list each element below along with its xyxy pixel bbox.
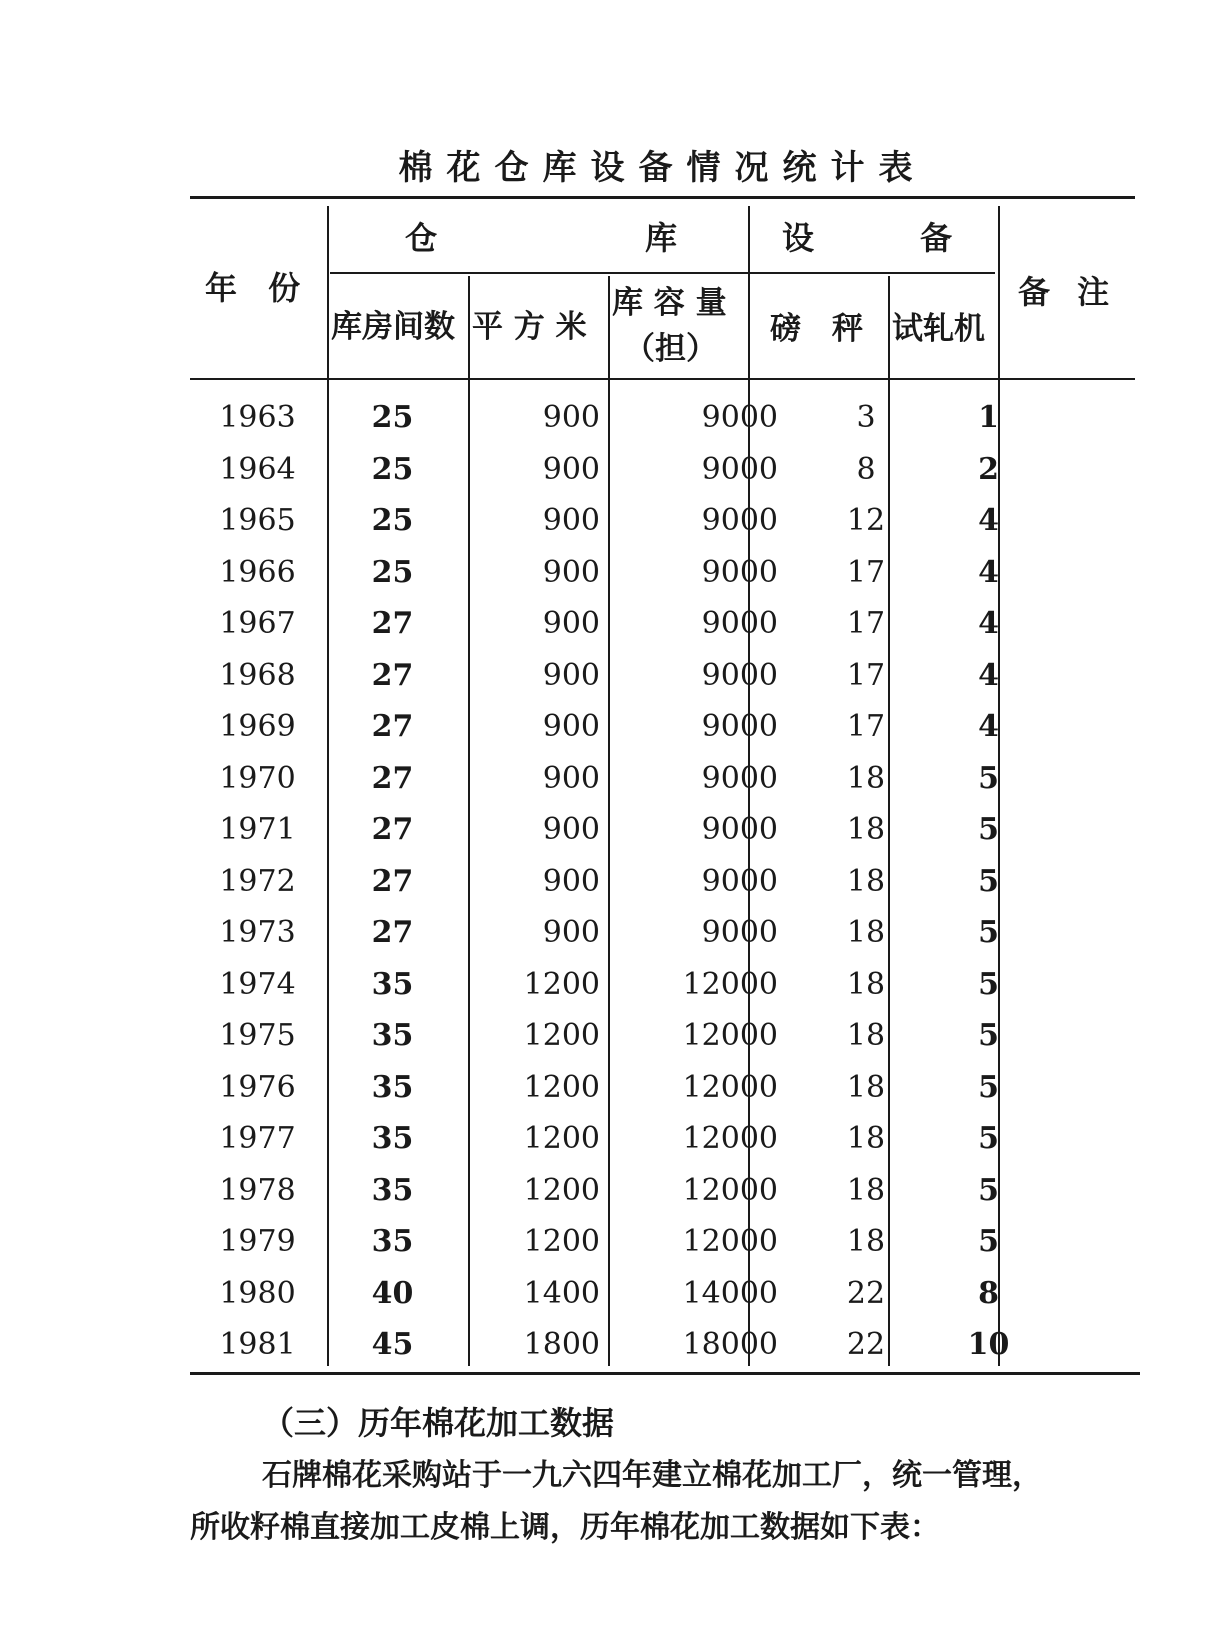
cell-area: 900 [542, 709, 600, 745]
cell-year: 1981 [219, 1327, 296, 1363]
cell-capacity: 18000 [682, 1327, 778, 1363]
cell-rooms: 27 [371, 863, 414, 899]
cell-rooms: 25 [371, 400, 414, 436]
cell-scale: 17 [846, 657, 886, 693]
cell-capacity: 9000 [701, 554, 778, 590]
cell-remarks [1041, 547, 1176, 599]
cell-scale: 3 [856, 400, 876, 436]
cell-year: 1972 [219, 863, 296, 899]
cell-rooms: 35 [371, 1018, 414, 1054]
cell-scale: 18 [846, 1224, 886, 1260]
cell-remarks [1041, 1010, 1176, 1062]
cell-scale: 22 [846, 1275, 886, 1311]
header-scale: 磅 秤 [770, 311, 863, 347]
table-row [190, 547, 1176, 599]
cell-rooms: 27 [371, 812, 414, 848]
cell-year: 1964 [219, 451, 296, 487]
cell-scale: 17 [846, 606, 886, 642]
cell-area: 1800 [523, 1327, 600, 1363]
bottom-rule [190, 1372, 1140, 1375]
cell-scale: 18 [846, 1018, 886, 1054]
cell-area: 900 [542, 606, 600, 642]
cell-gin: 4 [978, 657, 999, 693]
cell-year: 1969 [219, 709, 296, 745]
cell-gin: 1 [978, 400, 999, 436]
paragraph-line-2: 所收籽棉直接加工皮棉上调，历年棉花加工数据如下表： [190, 1510, 940, 1545]
cell-gin: 4 [978, 709, 999, 745]
cell-scale: 8 [856, 451, 876, 487]
group-header-rule [330, 272, 995, 274]
cell-year: 1965 [219, 503, 296, 539]
cell-remarks [1041, 392, 1176, 444]
cell-capacity: 9000 [701, 503, 778, 539]
table-title: 棉花仓库设备情况统计表 [398, 148, 927, 188]
table-row [190, 392, 1176, 444]
header-warehouse-right: 库 [645, 219, 678, 257]
header-bottom-rule [190, 378, 1135, 380]
cell-remarks [1041, 1113, 1176, 1165]
cell-gin: 5 [978, 915, 999, 951]
cell-scale: 18 [846, 1121, 886, 1157]
cell-year: 1974 [219, 966, 296, 1002]
cell-rooms: 27 [371, 606, 414, 642]
cell-area: 1200 [523, 966, 600, 1002]
cell-year: 1973 [219, 915, 296, 951]
cell-capacity: 12000 [682, 1172, 778, 1208]
paragraph-line-1: 石牌棉花采购站于一九六四年建立棉花加工厂，统一管理， [262, 1458, 1042, 1493]
cell-scale: 12 [846, 503, 886, 539]
cell-remarks [1041, 1268, 1176, 1320]
cell-rooms: 35 [371, 1172, 414, 1208]
cell-rooms: 25 [371, 554, 414, 590]
cell-area: 900 [542, 451, 600, 487]
cell-area: 900 [542, 657, 600, 693]
cell-capacity: 12000 [682, 1018, 778, 1054]
cell-scale: 18 [846, 915, 886, 951]
cell-capacity: 12000 [682, 1224, 778, 1260]
cell-remarks [1041, 444, 1176, 496]
cell-remarks [1041, 701, 1176, 753]
table-row [190, 701, 1176, 753]
table-row [190, 495, 1176, 547]
cell-rooms: 27 [371, 915, 414, 951]
table-row [190, 444, 1176, 496]
cell-rooms: 35 [371, 1121, 414, 1157]
header-gin: 试轧机 [892, 311, 985, 347]
table-row [190, 1268, 1176, 1320]
cell-year: 1967 [219, 606, 296, 642]
table-row [190, 907, 1176, 959]
header-warehouse-left: 仓 [405, 219, 438, 257]
table-row [190, 1216, 1176, 1268]
cell-rooms: 25 [371, 451, 414, 487]
cell-year: 1975 [219, 1018, 296, 1054]
cell-scale: 18 [846, 812, 886, 848]
table-row [190, 856, 1176, 908]
cell-rooms: 35 [371, 1224, 414, 1260]
cell-scale: 17 [846, 709, 886, 745]
cell-gin: 5 [978, 1121, 999, 1157]
cell-scale: 18 [846, 760, 886, 796]
cell-remarks [1041, 804, 1176, 856]
cell-scale: 18 [846, 863, 886, 899]
header-equipment-right: 备 [920, 219, 953, 257]
cell-capacity: 9000 [701, 709, 778, 745]
cell-capacity: 14000 [682, 1275, 778, 1311]
table-row [190, 598, 1176, 650]
cell-remarks [1041, 856, 1176, 908]
cell-year: 1977 [219, 1121, 296, 1157]
cell-rooms: 25 [371, 503, 414, 539]
cell-gin: 5 [978, 1018, 999, 1054]
cell-rooms: 27 [371, 709, 414, 745]
table-row [190, 650, 1176, 702]
cell-gin: 8 [978, 1275, 999, 1311]
cell-remarks [1041, 495, 1176, 547]
cell-gin: 2 [978, 451, 999, 487]
cell-rooms: 40 [371, 1275, 414, 1311]
header-year: 年 份 [205, 269, 311, 307]
cell-remarks [1041, 598, 1176, 650]
table-row [190, 1319, 1176, 1371]
table-row [190, 1062, 1176, 1114]
cell-gin: 4 [978, 606, 999, 642]
header-area: 平 方 米 [472, 309, 587, 345]
cell-gin: 5 [978, 966, 999, 1002]
cell-remarks [1041, 1319, 1176, 1371]
cell-remarks [1041, 1062, 1176, 1114]
cell-gin: 5 [978, 1224, 999, 1260]
cell-year: 1980 [219, 1275, 296, 1311]
cell-capacity: 12000 [682, 966, 778, 1002]
cell-scale: 18 [846, 966, 886, 1002]
cell-rooms: 27 [371, 657, 414, 693]
cell-remarks [1041, 907, 1176, 959]
cell-gin: 4 [978, 503, 999, 539]
section-title: （三）历年棉花加工数据 [262, 1404, 615, 1442]
cell-capacity: 9000 [701, 915, 778, 951]
cell-remarks [1041, 1165, 1176, 1217]
cell-rooms: 45 [371, 1327, 414, 1363]
cell-gin: 4 [978, 554, 999, 590]
cell-area: 1200 [523, 1069, 600, 1105]
cell-capacity: 9000 [701, 451, 778, 487]
cell-capacity: 9000 [701, 812, 778, 848]
cell-gin: 5 [978, 1069, 999, 1105]
header-capacity-line1: 库 容 量 [612, 285, 727, 321]
cell-area: 900 [542, 812, 600, 848]
cell-year: 1976 [219, 1069, 296, 1105]
table-row [190, 1010, 1176, 1062]
cell-gin: 10 [967, 1327, 1010, 1363]
cell-capacity: 9000 [701, 606, 778, 642]
cell-scale: 17 [846, 554, 886, 590]
cell-area: 1200 [523, 1172, 600, 1208]
cell-year: 1979 [219, 1224, 296, 1260]
cell-year: 1966 [219, 554, 296, 590]
cell-gin: 5 [978, 1172, 999, 1208]
cell-scale: 22 [846, 1327, 886, 1363]
cell-area: 1200 [523, 1224, 600, 1260]
cell-gin: 5 [978, 812, 999, 848]
cell-capacity: 9000 [701, 760, 778, 796]
cell-capacity: 9000 [701, 657, 778, 693]
cell-area: 900 [542, 760, 600, 796]
table-row [190, 1113, 1176, 1165]
header-equipment-left: 设 [782, 219, 815, 257]
cell-area: 900 [542, 554, 600, 590]
cell-capacity: 12000 [682, 1069, 778, 1105]
cell-scale: 18 [846, 1069, 886, 1105]
cell-area: 900 [542, 915, 600, 951]
cell-year: 1968 [219, 657, 296, 693]
table-row [190, 753, 1176, 805]
top-rule [190, 196, 1135, 199]
cell-area: 1400 [523, 1275, 600, 1311]
cell-remarks [1041, 753, 1176, 805]
cell-area: 900 [542, 400, 600, 436]
cell-rooms: 35 [371, 1069, 414, 1105]
cell-gin: 5 [978, 863, 999, 899]
cell-year: 1971 [219, 812, 296, 848]
cell-area: 1200 [523, 1121, 600, 1157]
warehouse-equipment-table [190, 392, 1176, 1371]
cell-rooms: 27 [371, 760, 414, 796]
cell-year: 1978 [219, 1172, 296, 1208]
header-capacity-line2: （担） [624, 331, 717, 367]
cell-gin: 5 [978, 760, 999, 796]
header-rooms: 库房间数 [331, 309, 455, 345]
cell-remarks [1041, 650, 1176, 702]
cell-remarks [1041, 1216, 1176, 1268]
cell-area: 1200 [523, 1018, 600, 1054]
table-body [190, 392, 1176, 1371]
cell-remarks [1041, 959, 1176, 1011]
cell-rooms: 35 [371, 966, 414, 1002]
cell-scale: 18 [846, 1172, 886, 1208]
cell-year: 1970 [219, 760, 296, 796]
table-row [190, 804, 1176, 856]
cell-capacity: 9000 [701, 400, 778, 436]
table-row [190, 1165, 1176, 1217]
header-remarks: 备 注 [1018, 273, 1118, 311]
cell-capacity: 12000 [682, 1121, 778, 1157]
cell-area: 900 [542, 863, 600, 899]
table-row [190, 959, 1176, 1011]
cell-area: 900 [542, 503, 600, 539]
cell-capacity: 9000 [701, 863, 778, 899]
cell-year: 1963 [219, 400, 296, 436]
